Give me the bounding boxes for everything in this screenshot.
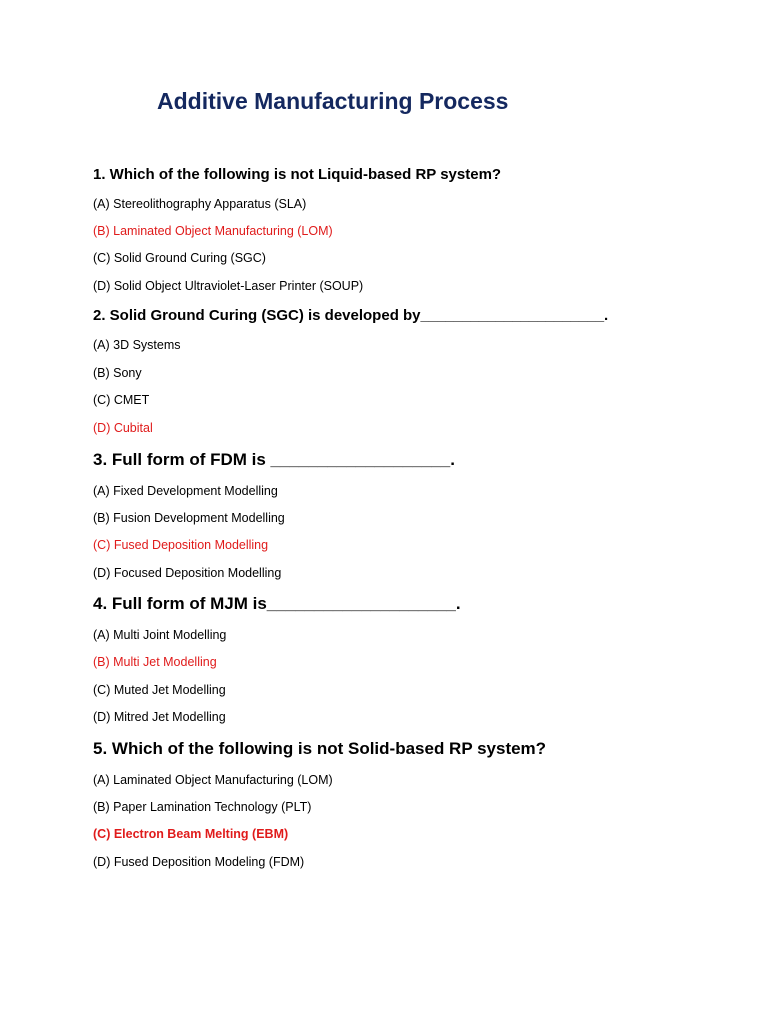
q3-option-a: (A) Fixed Development Modelling [93, 484, 278, 498]
q2-option-c: (C) CMET [93, 393, 150, 407]
q2-option-a: (A) 3D Systems [93, 338, 181, 352]
q3-option-d: (D) Focused Deposition Modelling [93, 566, 282, 580]
q4-option-d: (D) Mitred Jet Modelling [93, 710, 226, 724]
question-3: 3. Full form of FDM is ___________________. [93, 450, 455, 469]
page-title: Additive Manufacturing Process [157, 88, 509, 114]
q3-option-b: (B) Fusion Development Modelling [93, 511, 285, 525]
q2-option-b: (B) Sony [93, 366, 142, 380]
q1-option-c: (C) Solid Ground Curing (SGC) [93, 251, 266, 265]
q5-option-c-answer: (C) Electron Beam Melting (EBM) [93, 827, 289, 841]
q1-option-a: (A) Stereolithography Apparatus (SLA) [93, 197, 307, 211]
question-1: 1. Which of the following is not Liquid-based RP system? [93, 166, 502, 183]
q5-option-d: (D) Fused Deposition Modeling (FDM) [93, 855, 305, 869]
q4-option-a: (A) Multi Joint Modelling [93, 628, 227, 642]
q2-option-d-answer: (D) Cubital [93, 421, 153, 435]
question-2: 2. Solid Ground Curing (SGC) is developed by______________________. [93, 307, 609, 324]
q4-option-c: (C) Muted Jet Modelling [93, 683, 226, 697]
q5-option-b: (B) Paper Lamination Technology (PLT) [93, 800, 312, 814]
q3-option-c-answer: (C) Fused Deposition Modelling [93, 538, 269, 552]
question-5: 5. Which of the following is not Solid-based RP system? [93, 739, 547, 758]
q1-option-b-answer: (B) Laminated Object Manufacturing (LOM) [93, 224, 333, 238]
q1-option-d: (D) Solid Object Ultraviolet-Laser Printer (SOUP) [93, 279, 364, 293]
q5-option-a: (A) Laminated Object Manufacturing (LOM) [93, 773, 333, 787]
question-4: 4. Full form of MJM is____________________. [93, 594, 461, 613]
q4-option-b-answer: (B) Multi Jet Modelling [93, 655, 217, 669]
